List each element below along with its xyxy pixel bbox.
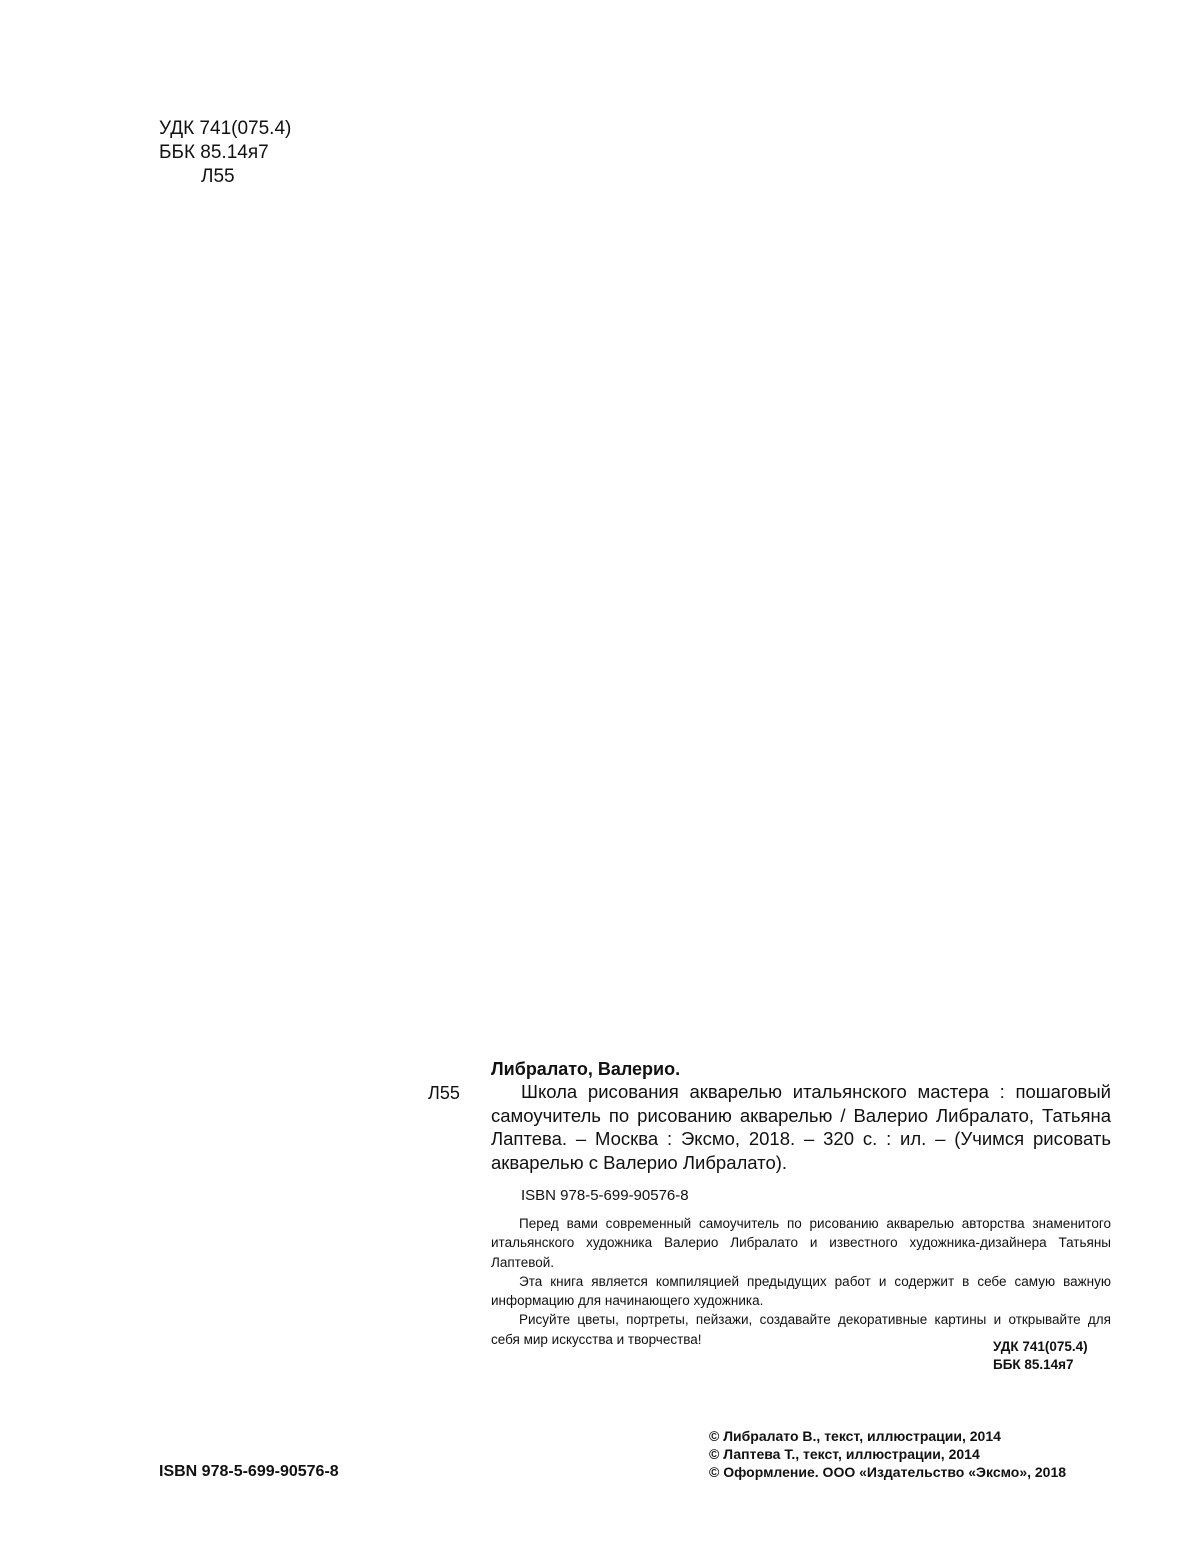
copyright-line: © Лаптева Т., текст, иллюстрации, 2014 bbox=[709, 1446, 980, 1462]
author-sign-record: Л55 bbox=[428, 1083, 460, 1103]
udk-code-bottom: УДК 741(075.4) bbox=[993, 1339, 1088, 1354]
bbk-code-bottom: ББК 85.14я7 bbox=[993, 1357, 1074, 1372]
author-sign-top: Л55 bbox=[201, 166, 235, 187]
udk-code-top: УДК 741(075.4) bbox=[159, 118, 292, 139]
copyright-line: © Оформление. ООО «Издательство «Эксмо», 2018 bbox=[709, 1464, 1067, 1480]
abstract-paragraph: Эта книга является компиляцией предыдущих работ и содержит в себе самую важную информацию для начинающего художника. bbox=[491, 1273, 1111, 1309]
abstract-paragraph: Перед вами современный самоучитель по рисованию акварелью авторства знаменитого итальянского художника Валерио Либралато и известного художника-дизайнера Татьяны Лаптевой. bbox=[491, 1216, 1111, 1270]
isbn-record: ISBN 978-5-699-90576-8 bbox=[521, 1187, 689, 1204]
bibliographic-description: Школа рисования акварелью итальянского мастера : пошаговый самоучитель по рисованию акварелью / Валерио Либралато, Татьяна Лаптева. – Москва : Эксмо, 2018. – 320 с. : ил. – (Учимся рисовать акварелью с Валерио Либралато). bbox=[491, 1081, 1111, 1173]
abstract bbox=[491, 1214, 1111, 1349]
copyright-line: © Либралато В., текст, иллюстрации, 2014 bbox=[709, 1428, 1001, 1444]
abstract-paragraph: Рисуйте цветы, портреты, пейзажи, создавайте декоративные картины и открывайте для себя мир искусства и творчества! bbox=[491, 1312, 1111, 1347]
author-heading: Либралато, Валерио. bbox=[491, 1059, 681, 1079]
bbk-code-top: ББК 85.14я7 bbox=[159, 142, 269, 163]
isbn-bottom: ISBN 978-5-699-90576-8 bbox=[159, 1463, 339, 1480]
